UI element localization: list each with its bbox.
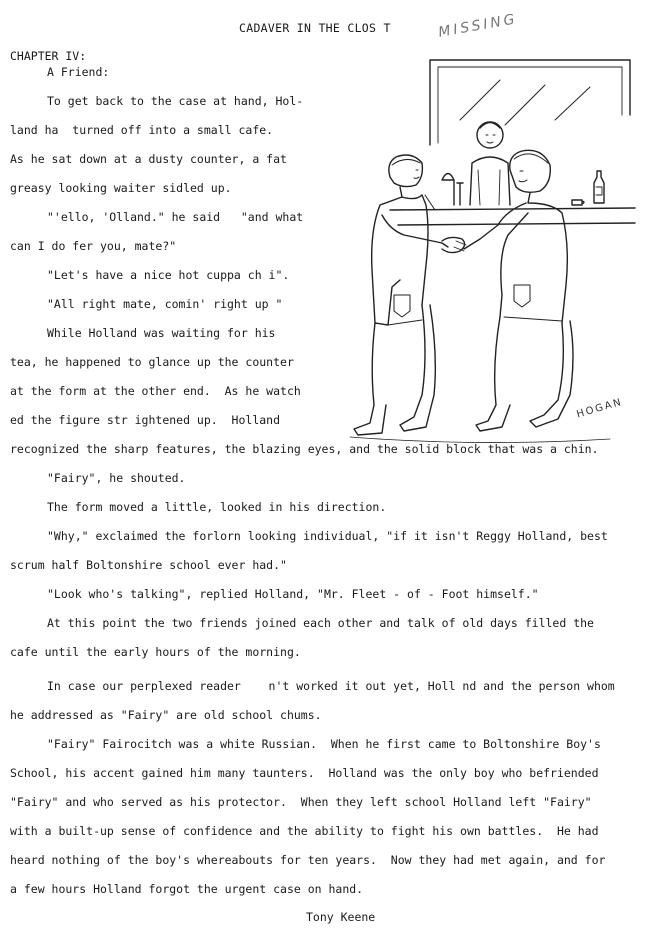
chapter-heading: CHAPTER IV: <box>10 49 87 63</box>
text-line: heard nothing of the boy's whereabouts for ten years. Now they had met again, and for <box>10 853 606 867</box>
text-line: can I do fer you, mate?" <box>10 239 177 253</box>
text-line: "Fairy" Fairocitch was a white Russian. When he first came to Boltonshire Boy's <box>47 737 601 751</box>
text-line: ed the figure str ightened up. Holland <box>10 413 281 427</box>
text-line: at the form at the other end. As he watch <box>10 384 301 398</box>
text-line: "Fairy" and who served as his protector. When they left school Holland left "Fairy" <box>10 795 592 809</box>
text-line: "Let's have a nice hot cuppa ch i". <box>47 268 290 282</box>
text-line: As he sat down at a dusty counter, a fat <box>10 152 287 166</box>
author-byline: Tony Keene <box>306 910 376 924</box>
chapter-subtitle: A Friend: <box>47 65 110 79</box>
text-line: cafe until the early hours of the morning. <box>10 645 301 659</box>
text-line: "Look who's talking", replied Holland, "Mr. Fleet - of - Foot himself." <box>47 587 539 601</box>
text-line: "'ello, 'Olland." he said "and what <box>47 210 304 224</box>
text-line: recognized the sharp features, the blazing eyes, and the solid block that was a chin. <box>10 442 599 456</box>
text-line: "All right mate, comin' right up " <box>47 297 283 311</box>
text-line: land ha turned off into a small cafe. <box>10 123 274 137</box>
text-line: At this point the two friends joined each other and talk of old days filled the <box>47 616 594 630</box>
story-title: CADAVER IN THE CLOS T <box>239 21 391 35</box>
text-line: "Fairy", he shouted. <box>47 471 186 485</box>
cafe-handshake-illustration <box>330 55 640 450</box>
artist-signature: HOGAN <box>575 396 625 421</box>
text-line: In case our perplexed reader n't worked it out yet, Holl nd and the person whom <box>47 679 615 693</box>
text-line: a few hours Holland forgot the urgent case on hand. <box>10 882 364 896</box>
text-line: "Why," exclaimed the forlorn looking individual, "if it isn't Reggy Holland, best <box>47 529 608 543</box>
text-line: scrum half Boltonshire school ever had." <box>10 558 287 572</box>
text-line: tea, he happened to glance up the counter <box>10 355 294 369</box>
text-line: School, his accent gained him many taunters. Holland was the only boy who befriended <box>10 766 599 780</box>
text-line: he addressed as "Fairy" are old school chums. <box>10 708 322 722</box>
text-line: with a built-up sense of confidence and the ability to fight his own battles. He had <box>10 824 599 838</box>
text-line: While Holland was waiting for his <box>47 326 276 340</box>
text-line: To get back to the case at hand, Hol- <box>47 94 304 108</box>
handwritten-margin-note: MISSING <box>437 11 519 41</box>
text-line: greasy looking waiter sidled up. <box>10 181 232 195</box>
text-line: The form moved a little, looked in his direction. <box>47 500 387 514</box>
